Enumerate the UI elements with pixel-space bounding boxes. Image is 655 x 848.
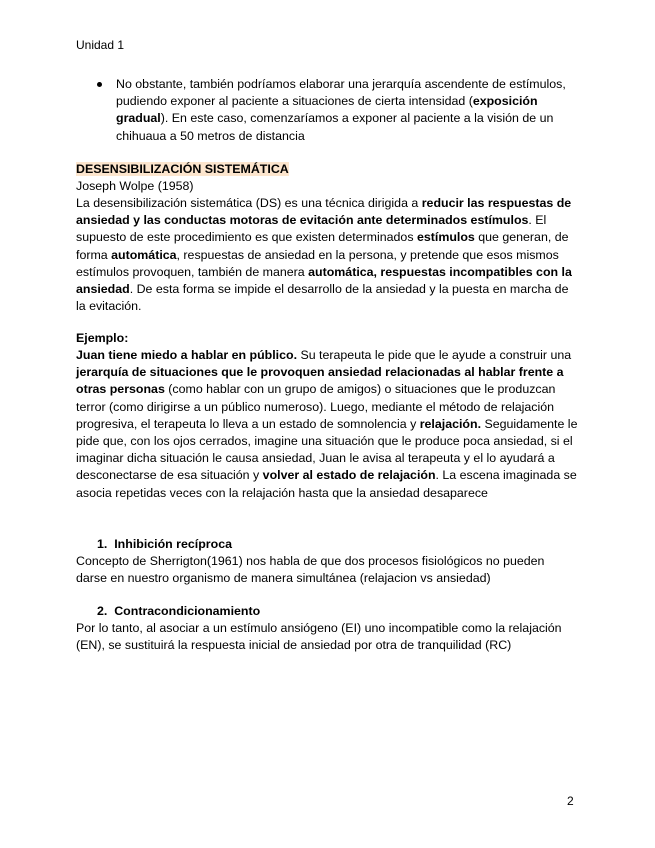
bullet-text	[116, 76, 587, 145]
text-run: Seguidamente le pide que, con los ojos cerrados, imagine una situación que le produce poca ansiedad, si el imaginar dicha situación le causa ansiedad, Juan le avisa al terapeuta y el lo ayudará a desconectarse de esa situación y	[76, 416, 578, 483]
text-run: que generan, de forma	[76, 230, 569, 262]
list-item-number-1: 1.	[97, 537, 108, 551]
text-run: No obstante, también podríamos elaborar una jerarquía ascendente de estímulos, pudiendo exponer al paciente a situaciones de cierta intensidad (	[116, 77, 566, 109]
list-item-heading-2	[97, 603, 260, 620]
bullet-item	[97, 76, 587, 145]
bold-text-run: reducir las respuestas de ansiedad y las conductas motoras de evitación ante determinados estímulos	[76, 196, 572, 228]
paragraph-example	[76, 347, 578, 502]
bold-text-run: jerarquía de situaciones que le provoquen ansiedad relacionadas al hablar frente a otras personas	[76, 365, 564, 397]
list-item-title-1: Inhibición recíproca	[114, 537, 232, 551]
text-run: (como hablar con un grupo de amigos) o situaciones que le produzcan terror (como dirigirse a un público numeroso). Luego, mediante el método de relajación progresiva, el terapeuta lo lleva a un estado de somnolencia y	[76, 382, 556, 431]
text-run: Su terapeuta le pide que le ayude a construir una	[297, 348, 572, 362]
list-item-number-2: 2.	[97, 604, 108, 618]
bold-text-run: volver al estado de relajación	[262, 468, 436, 483]
page-header: Unidad 1	[76, 38, 125, 52]
text-run: ). En este caso, comenzaríamos a exponer al paciente a la visión de un chihuaua a 50 metros de distancia	[116, 111, 554, 143]
example-label: Ejemplo:	[76, 331, 129, 345]
bold-text-run: Juan tiene miedo a hablar en público.	[76, 348, 298, 362]
bullet-dot-icon	[97, 82, 102, 87]
list-item-heading-1	[97, 536, 232, 553]
bold-text-run: exposición gradual	[116, 94, 538, 126]
bold-text-run: estímulos	[416, 230, 475, 245]
list-item-text-2: Por lo tanto, al asociar a un estímulo ansiógeno (EI) uno incompatible como la relajación (EN), se sustituirá la respuesta inicial de ansiedad por otra de tranquilidad (RC)	[76, 621, 562, 653]
text-run: , respuestas de ansiedad en la persona, y pretende que esos mismos estímulos provoquen, también de manera	[76, 247, 559, 279]
text-run: La desensibilización sistemática (DS) es una técnica dirigida a	[76, 196, 422, 210]
bold-text-run: automática, respuestas incompatibles con la ansiedad	[76, 264, 572, 297]
paragraph-definition	[76, 195, 578, 315]
page-number: 2	[567, 794, 574, 808]
section-author: Joseph Wolpe (1958)	[76, 179, 194, 193]
text-run: . El supuesto de este procedimiento es que existen determinados	[76, 213, 547, 245]
list-item-text-1: Concepto de Sherrigton(1961) nos habla de que dos procesos fisiológicos no pueden darse en nuestro organismo de manera simultánea (relajacion vs ansiedad)	[76, 554, 545, 586]
list-item-title-2: Contracondicionamiento	[114, 604, 261, 618]
text-run: . De esta forma se impide el desarrollo de la ansiedad y la puesta en marcha de la evitación.	[76, 282, 569, 314]
section-title: DESENSIBILIZACIÓN SISTEMÁTICA	[76, 162, 289, 176]
text-run: . La escena imaginada se asocia repetidas veces con la relajación hasta que la ansiedad desaparece	[76, 468, 577, 500]
bold-text-run: automática	[111, 247, 177, 262]
bold-text-run: relajación.	[419, 416, 482, 431]
